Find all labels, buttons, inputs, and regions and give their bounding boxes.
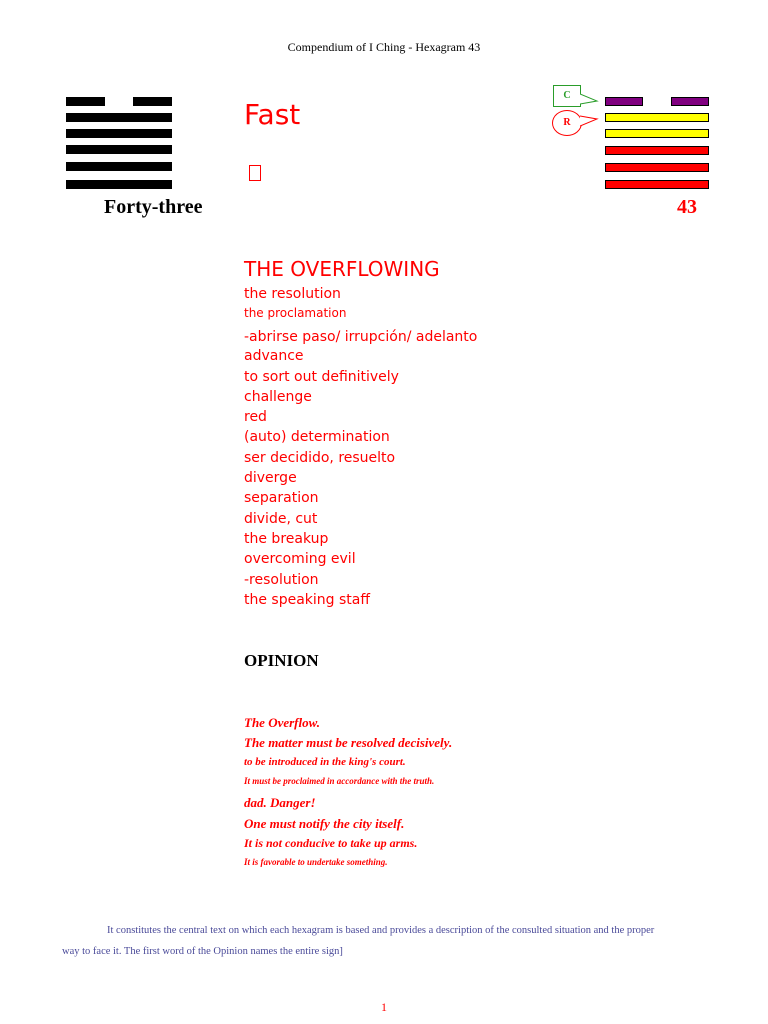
list-item: the resolution bbox=[244, 286, 341, 302]
colored-line-solid bbox=[605, 163, 709, 172]
hexagram-line-solid bbox=[66, 162, 172, 171]
list-item: to sort out definitively bbox=[244, 368, 399, 385]
hexagram-glyph-placeholder bbox=[249, 165, 261, 181]
keyword-list bbox=[244, 284, 477, 610]
colored-line-solid bbox=[605, 146, 709, 155]
list-item: separation bbox=[244, 490, 319, 507]
list-item: diverge bbox=[244, 470, 297, 487]
list-item: advance bbox=[244, 348, 304, 365]
hexagram-line-solid bbox=[66, 180, 172, 189]
hexagram-line-broken-left bbox=[66, 97, 105, 106]
hexagram-line-broken-right bbox=[133, 97, 172, 106]
opinion-line: The Overflow. bbox=[244, 715, 321, 730]
list-item: challenge bbox=[244, 388, 312, 405]
hexagram-line-solid bbox=[66, 113, 172, 122]
list-item: the speaking staff bbox=[244, 591, 371, 608]
hexagram-line-solid bbox=[66, 129, 172, 138]
opinion-line: It is favorable to undertake something. bbox=[244, 857, 388, 867]
opinion-list bbox=[244, 713, 452, 872]
opinion-line: One must notify the city itself. bbox=[244, 816, 405, 831]
list-item: ser decidido, resuelto bbox=[244, 449, 396, 466]
hexagram-title: Fast bbox=[244, 98, 301, 131]
opinion-heading: OPINION bbox=[244, 651, 319, 670]
colored-line-solid bbox=[605, 113, 709, 122]
colored-line-solid bbox=[605, 129, 709, 138]
list-item: divide, cut bbox=[244, 510, 318, 527]
opinion-line: It is not conducive to take up arms. bbox=[244, 836, 418, 850]
list-item: (auto) determination bbox=[244, 429, 390, 446]
hexagram-subtitle: THE OVERFLOWING bbox=[244, 257, 440, 281]
colored-line-solid bbox=[605, 180, 709, 189]
list-item: red bbox=[244, 409, 267, 426]
list-item: the breakup bbox=[244, 530, 329, 547]
opinion-line: to be introduced in the king's court. bbox=[244, 756, 406, 768]
c-marker: C bbox=[553, 85, 581, 107]
opinion-line: It must be proclaimed in accordance with the truth. bbox=[244, 776, 435, 786]
list-item: -abrirse paso/ irrupción/ adelanto bbox=[244, 329, 478, 346]
page-number: 1 bbox=[381, 1000, 387, 1014]
page-header: Compendium of I Ching - Hexagram 43 bbox=[287, 40, 481, 54]
c-marker-pointer-icon bbox=[580, 92, 600, 106]
colored-line-broken-left bbox=[605, 97, 643, 106]
list-item: overcoming evil bbox=[244, 551, 356, 568]
hexagram-number: 43 bbox=[677, 196, 697, 218]
opinion-line: dad. Danger! bbox=[244, 795, 316, 810]
hexagram-number-words: Forty-three bbox=[104, 196, 203, 218]
colored-line-broken-right bbox=[671, 97, 709, 106]
r-marker-pointer-icon bbox=[580, 114, 600, 128]
r-marker: R bbox=[552, 110, 582, 136]
opinion-description: It constitutes the central text on which each hexagram is based and provides a description of the consulted situation and the proper way to face it. The first word of the Opinion names the entire sign] bbox=[62, 925, 655, 957]
hexagram-line-solid bbox=[66, 145, 172, 154]
list-item: the proclamation bbox=[244, 306, 347, 321]
list-item: -resolution bbox=[244, 571, 319, 588]
opinion-line: The matter must be resolved decisively. bbox=[244, 735, 453, 750]
